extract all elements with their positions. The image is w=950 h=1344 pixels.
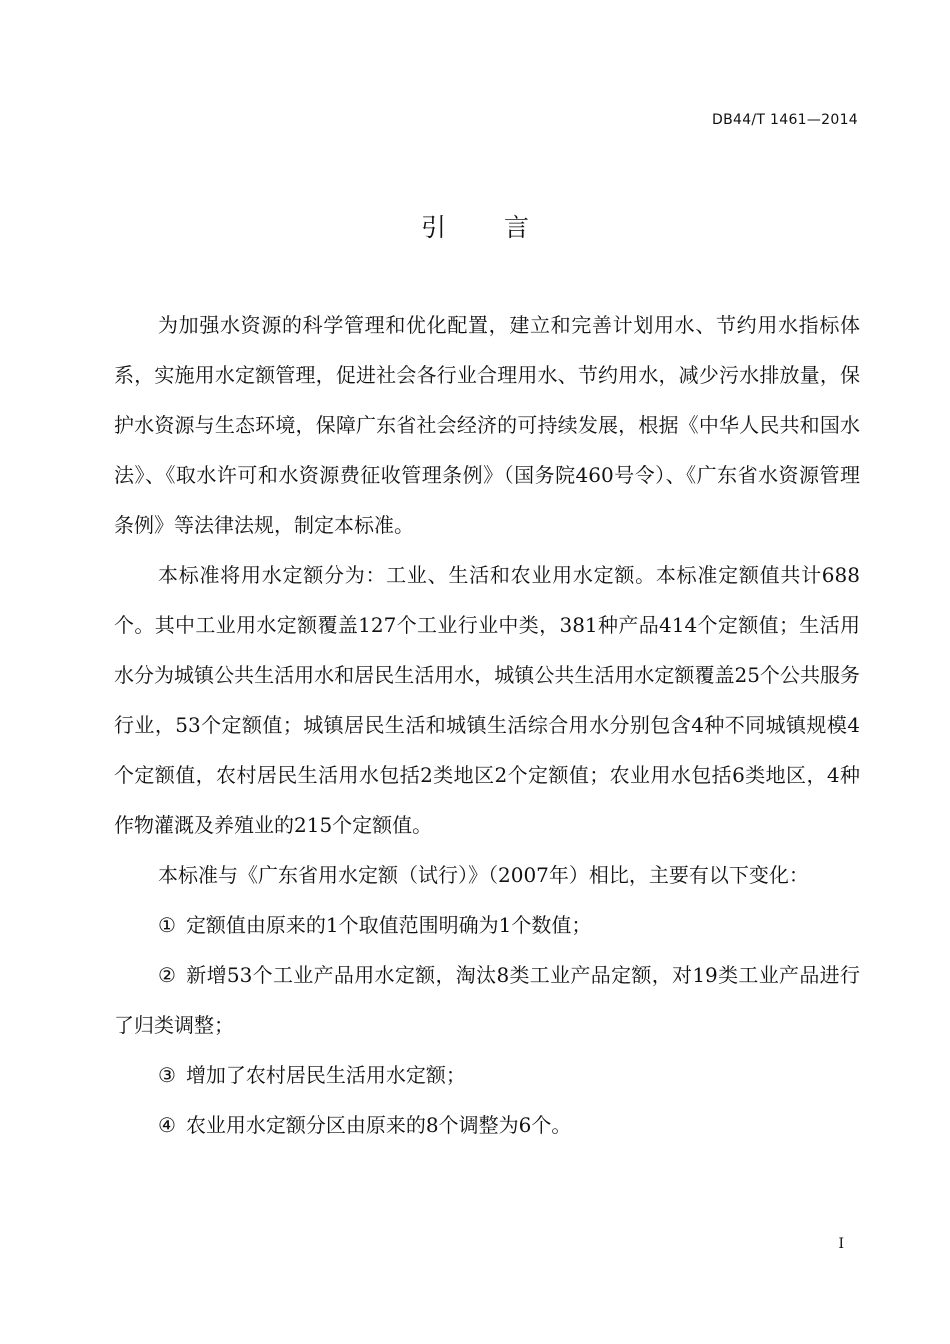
change-item-number: ①	[158, 913, 176, 937]
standard-code: DB44/T 1461—2014	[712, 112, 858, 128]
change-item	[114, 950, 860, 1050]
change-item	[114, 1050, 860, 1100]
paragraph-purpose: 为加强水资源的科学管理和优化配置，建立和完善计划用水、节约用水指标体系，实施用水定额管理，促进社会各行业合理用水、节约用水，减少污水排放量，保护水资源与生态环境，保障广东省社会经济的可持续发展，根据《中华人民共和国水法》、《取水许可和水资源费征收管理条例》（国务院460号令）、《广东省水资源管理条例》等法律法规，制定本标准。	[114, 313, 860, 537]
change-item	[114, 900, 860, 950]
introduction-body	[114, 300, 860, 1150]
change-item-number: ③	[158, 1063, 176, 1087]
change-item-text: 定额值由原来的1个取值范围明确为1个数值；	[185, 913, 592, 937]
change-item-text: 农业用水定额分区由原来的8个调整为6个。	[185, 1113, 572, 1137]
page-title	[0, 208, 950, 244]
paragraph-changes-intro: 本标准与《广东省用水定额（试行）》（2007年）相比，主要有以下变化：	[158, 863, 809, 887]
change-item-text: 增加了农村居民生活用水定额；	[185, 1063, 466, 1087]
page-number: I	[838, 1236, 844, 1252]
change-item-number: ②	[158, 963, 177, 987]
change-item	[114, 1100, 860, 1150]
title-char-2: 言	[503, 213, 529, 242]
change-item-text: 新增53个工业产品用水定额，淘汰8类工业产品定额，对19类工业产品进行了归类调整；	[114, 963, 860, 1037]
title-char-1: 引	[421, 213, 447, 242]
paragraph-scope: 本标准将用水定额分为：工业、生活和农业用水定额。本标准定额值共计688个。其中工业用水定额覆盖127个工业行业中类，381种产品414个定额值；生活用水分为城镇公共生活用水和居民生活用水，城镇公共生活用水定额覆盖25个公共服务行业，53个定额值；城镇居民生活和城镇生活综合用水分别包含4种不同城镇规模4个定额值，农村居民生活用水包括2类地区2个定额值；农业用水包括6类地区，4种作物灌溉及养殖业的215个定额值。	[114, 563, 860, 837]
change-item-number: ④	[158, 1113, 176, 1137]
